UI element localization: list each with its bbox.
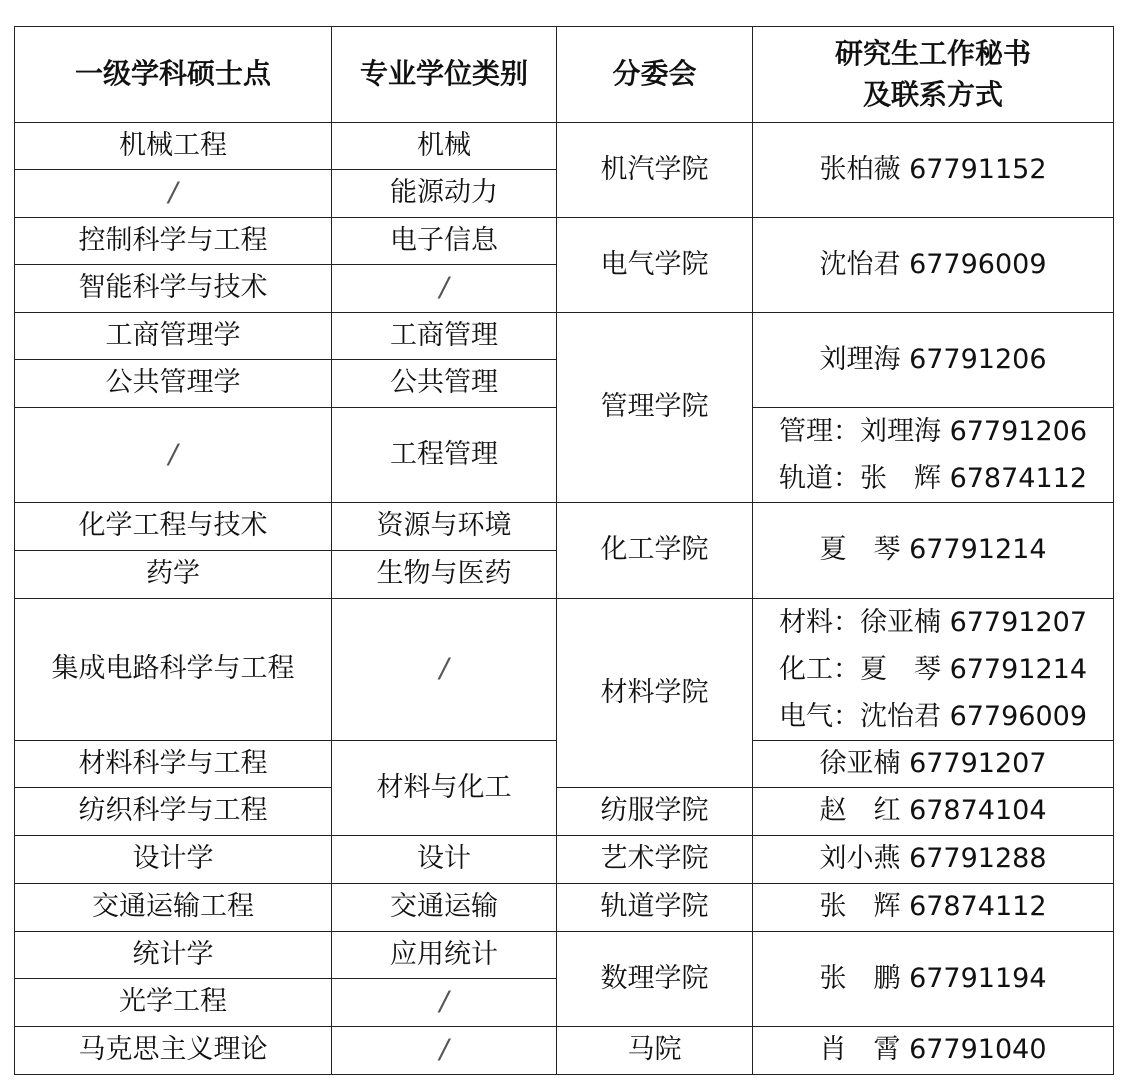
table-row bbox=[15, 884, 1114, 932]
degree-cell: 机械 bbox=[332, 123, 557, 170]
contact-cell: 张 鹏 67791194 bbox=[753, 932, 1114, 1027]
degree-cell: 材料与化工 bbox=[332, 741, 557, 836]
discipline-cell: 公共管理学 bbox=[15, 360, 332, 408]
contact-cell: 刘理海 67791206 bbox=[753, 313, 1114, 408]
discipline-cell: 工商管理学 bbox=[15, 313, 332, 360]
discipline-cell: / bbox=[15, 170, 332, 218]
header-secretary-line1: 研究生工作秘书 bbox=[834, 36, 1031, 70]
discipline-cell: 光学工程 bbox=[15, 979, 332, 1027]
contact-cell bbox=[753, 599, 1114, 741]
committee-cell: 管理学院 bbox=[557, 313, 753, 503]
discipline-cell: 纺织科学与工程 bbox=[15, 788, 332, 836]
header-degree-type: 专业学位类别 bbox=[332, 27, 557, 123]
discipline-cell: 药学 bbox=[15, 551, 332, 599]
contact-table bbox=[14, 26, 1114, 1075]
header-discipline: 一级学科硕士点 bbox=[15, 27, 332, 123]
table-row bbox=[15, 1027, 1114, 1075]
discipline-cell: 机械工程 bbox=[15, 123, 332, 170]
discipline-cell: / bbox=[15, 408, 332, 503]
degree-cell: 能源动力 bbox=[332, 170, 557, 218]
discipline-cell: 智能科学与技术 bbox=[15, 265, 332, 313]
committee-cell: 数理学院 bbox=[557, 932, 753, 1027]
committee-cell: 纺服学院 bbox=[557, 788, 753, 836]
table-row bbox=[15, 218, 1114, 265]
degree-cell: 工商管理 bbox=[332, 313, 557, 360]
table-row bbox=[15, 313, 1114, 360]
committee-cell: 马院 bbox=[557, 1027, 753, 1075]
degree-cell: 电子信息 bbox=[332, 218, 557, 265]
committee-cell: 机汽学院 bbox=[557, 123, 753, 218]
table-row bbox=[15, 503, 1114, 551]
degree-cell: 应用统计 bbox=[332, 932, 557, 979]
header-secretary-line2: 及联系方式 bbox=[862, 77, 1003, 111]
degree-cell: / bbox=[332, 979, 557, 1027]
contact-cell: 张 辉 67874112 bbox=[753, 884, 1114, 932]
header-row bbox=[15, 27, 1114, 123]
committee-cell: 轨道学院 bbox=[557, 884, 753, 932]
degree-cell: 设计 bbox=[332, 836, 557, 884]
degree-cell: / bbox=[332, 1027, 557, 1075]
table-row bbox=[15, 788, 1114, 836]
degree-cell: 资源与环境 bbox=[332, 503, 557, 551]
header-secretary-contact bbox=[753, 27, 1114, 123]
header-committee: 分委会 bbox=[557, 27, 753, 123]
committee-cell: 电气学院 bbox=[557, 218, 753, 313]
contact-line: 化工：夏 琴 67791214 bbox=[778, 654, 1087, 685]
contact-cell: 张柏薇 67791152 bbox=[753, 123, 1114, 218]
contact-line: 材料：徐亚楠 67791207 bbox=[778, 607, 1087, 638]
table-row bbox=[15, 836, 1114, 884]
committee-cell: 材料学院 bbox=[557, 599, 753, 788]
degree-cell: / bbox=[332, 265, 557, 313]
table-row bbox=[15, 932, 1114, 979]
degree-cell: 交通运输 bbox=[332, 884, 557, 932]
degree-cell: 生物与医药 bbox=[332, 551, 557, 599]
degree-cell: 工程管理 bbox=[332, 408, 557, 503]
table-row bbox=[15, 123, 1114, 170]
contact-cell: 赵 红 67874104 bbox=[753, 788, 1114, 836]
contact-line: 电气：沈怡君 67796009 bbox=[778, 701, 1087, 732]
discipline-cell: 交通运输工程 bbox=[15, 884, 332, 932]
discipline-cell: 控制科学与工程 bbox=[15, 218, 332, 265]
table-row bbox=[15, 599, 1114, 741]
committee-cell: 艺术学院 bbox=[557, 836, 753, 884]
contact-cell: 刘小燕 67791288 bbox=[753, 836, 1114, 884]
contact-line: 管理：刘理海 67791206 bbox=[778, 416, 1087, 447]
discipline-cell: 集成电路科学与工程 bbox=[15, 599, 332, 741]
discipline-cell: 设计学 bbox=[15, 836, 332, 884]
discipline-cell: 马克思主义理论 bbox=[15, 1027, 332, 1075]
contact-cell: 沈怡君 67796009 bbox=[753, 218, 1114, 313]
discipline-cell: 化学工程与技术 bbox=[15, 503, 332, 551]
contact-cell: 夏 琴 67791214 bbox=[753, 503, 1114, 599]
contact-line: 轨道：张 辉 67874112 bbox=[778, 463, 1087, 494]
discipline-cell: 材料科学与工程 bbox=[15, 741, 332, 788]
contact-cell: 肖 霄 67791040 bbox=[753, 1027, 1114, 1075]
committee-cell: 化工学院 bbox=[557, 503, 753, 599]
degree-cell: 公共管理 bbox=[332, 360, 557, 408]
discipline-cell: 统计学 bbox=[15, 932, 332, 979]
contact-cell: 徐亚楠 67791207 bbox=[753, 741, 1114, 788]
contact-cell bbox=[753, 408, 1114, 503]
degree-cell: / bbox=[332, 599, 557, 741]
